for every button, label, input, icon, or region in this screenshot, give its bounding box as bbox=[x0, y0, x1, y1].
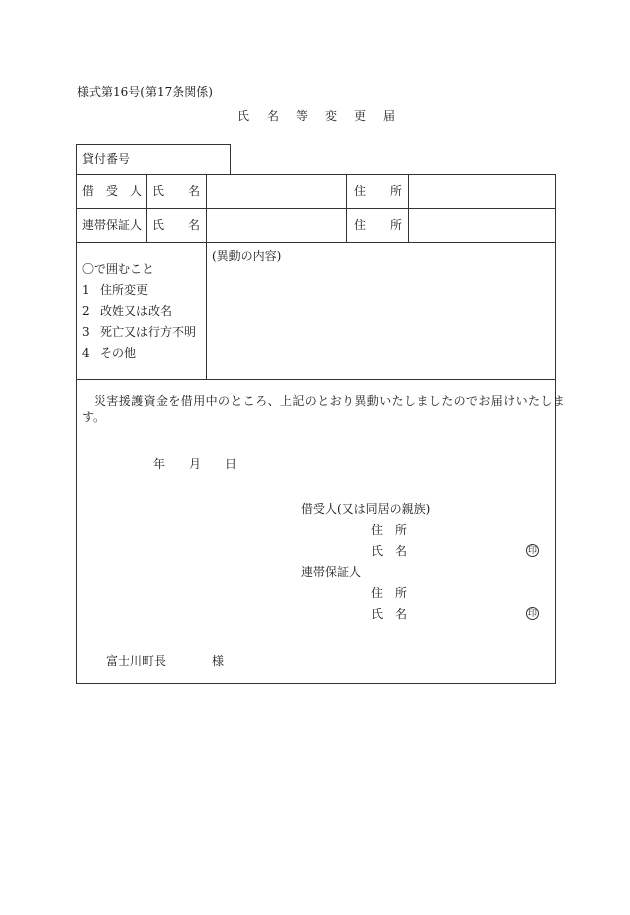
option-number: 4 bbox=[82, 346, 90, 360]
guarantor-sign-heading: 連帯保証人 bbox=[301, 565, 362, 579]
form-table bbox=[76, 174, 556, 684]
circle-instruction: 〇で囲むこと bbox=[82, 262, 155, 276]
guarantor-sign-name-label: 氏 名 bbox=[371, 607, 408, 621]
date-year-label: 年 bbox=[153, 457, 166, 471]
title-char: 更 bbox=[354, 109, 367, 123]
option-name-change[interactable]: 改姓又は改名 bbox=[100, 304, 173, 318]
title-char: 氏 bbox=[237, 109, 250, 123]
borrower-sign-name-label: 氏 名 bbox=[371, 544, 408, 558]
option-number: 2 bbox=[82, 304, 90, 318]
option-number: 1 bbox=[82, 283, 90, 297]
title-char: 届 bbox=[383, 109, 396, 123]
borrower-name-label: 氏 名 bbox=[152, 184, 201, 198]
divider bbox=[76, 242, 556, 243]
form-number: 様式第16号(第17条関係) bbox=[77, 85, 213, 99]
guarantor-address-field[interactable] bbox=[409, 209, 555, 241]
date-day-label: 日 bbox=[225, 457, 238, 471]
option-address-change[interactable]: 住所変更 bbox=[100, 283, 149, 297]
loan-number-label: 貸付番号 bbox=[82, 152, 131, 166]
divider bbox=[76, 379, 556, 380]
seal-icon: 印 bbox=[527, 609, 537, 619]
guarantor-name-field[interactable] bbox=[207, 209, 345, 241]
borrower-name-field[interactable] bbox=[207, 175, 345, 207]
title-char: 変 bbox=[325, 109, 338, 123]
divider bbox=[346, 174, 347, 242]
statement-text-cont: す。 bbox=[82, 410, 106, 424]
borrower-address-field[interactable] bbox=[409, 175, 555, 207]
divider bbox=[146, 174, 147, 242]
borrower-sign-heading: 借受人(又は同居の親族) bbox=[301, 502, 431, 516]
guarantor-name-label: 氏 名 bbox=[152, 218, 201, 232]
guarantor-address-label: 住 所 bbox=[354, 218, 403, 232]
borrower-label: 借 受 人 bbox=[82, 184, 143, 198]
statement-text: 災害援護資金を借用中のところ、上記のとおり異動いたしましたのでお届けいたしま bbox=[94, 394, 566, 408]
date-month-label: 月 bbox=[189, 457, 202, 471]
option-death-missing[interactable]: 死亡又は行方不明 bbox=[100, 325, 197, 339]
title-char: 名 bbox=[267, 109, 280, 123]
honorific: 様 bbox=[212, 654, 225, 668]
change-details-field[interactable] bbox=[207, 264, 555, 378]
title-char: 等 bbox=[296, 109, 309, 123]
guarantor-label: 連帯保証人 bbox=[82, 218, 143, 232]
guarantor-sign-address-label: 住 所 bbox=[371, 586, 408, 600]
option-number: 3 bbox=[82, 325, 90, 339]
borrower-sign-address-label: 住 所 bbox=[371, 523, 408, 537]
change-details-label: (異動の内容) bbox=[212, 249, 282, 263]
option-other[interactable]: その他 bbox=[100, 346, 137, 360]
addressee: 富士川町長 bbox=[106, 654, 167, 668]
seal-icon: 印 bbox=[527, 546, 537, 556]
borrower-address-label: 住 所 bbox=[354, 184, 403, 198]
